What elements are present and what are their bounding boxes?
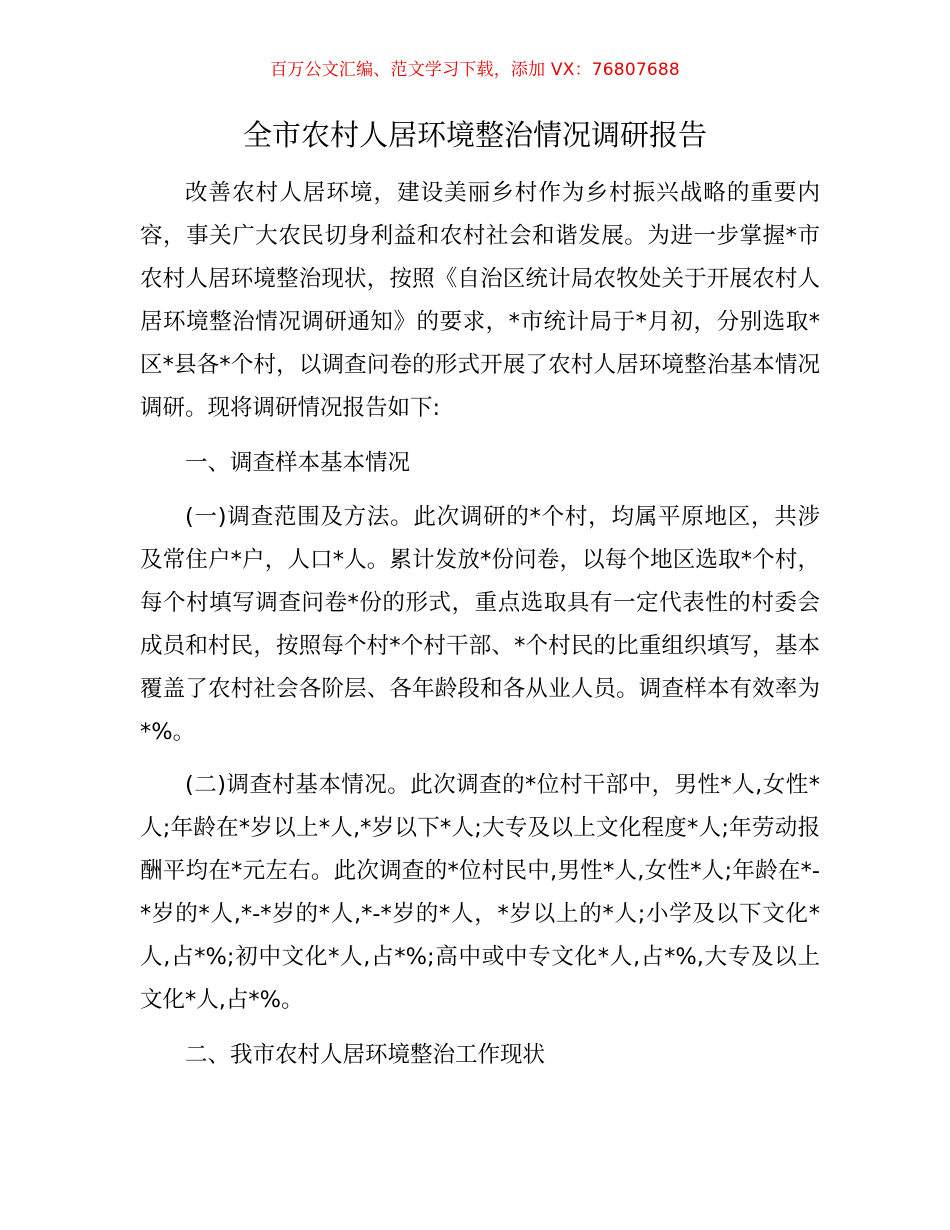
section1-para2-block [140, 764, 820, 1022]
section1-paragraph-1: (一)调查范围及方法。此次调研的*个村，均属平原地区，共涉及常住户*户，人口*人。累计发放*份问卷，以每个地区选取*个村，每个村填写调查问卷*份的形式，重点选取具有一定代表性的村委会成员和村民，按照每个村*个村干部、*个村民的比重组织填写，基本覆盖了农村社会各阶层、各年龄段和各从业人员。调查样本有效率为*%。 [140, 504, 820, 745]
intro-block [140, 172, 820, 430]
section1-heading: 一、调查样本基本情况 [185, 450, 411, 476]
promo-header: 百万公文汇编、范文学习下载，添加 VX：76807688 [270, 60, 680, 80]
section1-heading-block [140, 442, 820, 485]
document-title: 全市农村人居环境整治情况调研报告 [242, 118, 707, 152]
section1-paragraph-2: (二)调查村基本情况。此次调查的*位村干部中，男性*人,女性*人;年龄在*岁以上*人,*岁以下*人;大专及以上文化程度*人;年劳动报酬平均在*元左右。此次调查的*位村民中,男性*人,女性*人;年龄在*-*岁的*人,*-*岁的*人,*-*岁的*人，*岁以上的*人;小学及以下文化*人,占*%;初中文化*人,占*%;高中或中专文化*人,占*%,大专及以上文化*人,占*%。 [140, 772, 820, 1013]
section2-heading: 二、我市农村人居环境整治工作现状 [185, 1042, 546, 1068]
intro-paragraph: 改善农村人居环境，建设美丽乡村作为乡村振兴战略的重要内容，事关广大农民切身利益和农村社会和谐发展。为进一步掌握*市农村人居环境整治现状，按照《自治区统计局农牧处关于开展农村人居环境整治情况调研通知》的要求，*市统计局于*月初，分别选取*区*县各*个村，以调查问卷的形式开展了农村人居环境整治基本情况调研。现将调研情况报告如下: [140, 180, 820, 421]
section2-heading-block [140, 1034, 820, 1077]
section1-para1-block [140, 496, 820, 754]
